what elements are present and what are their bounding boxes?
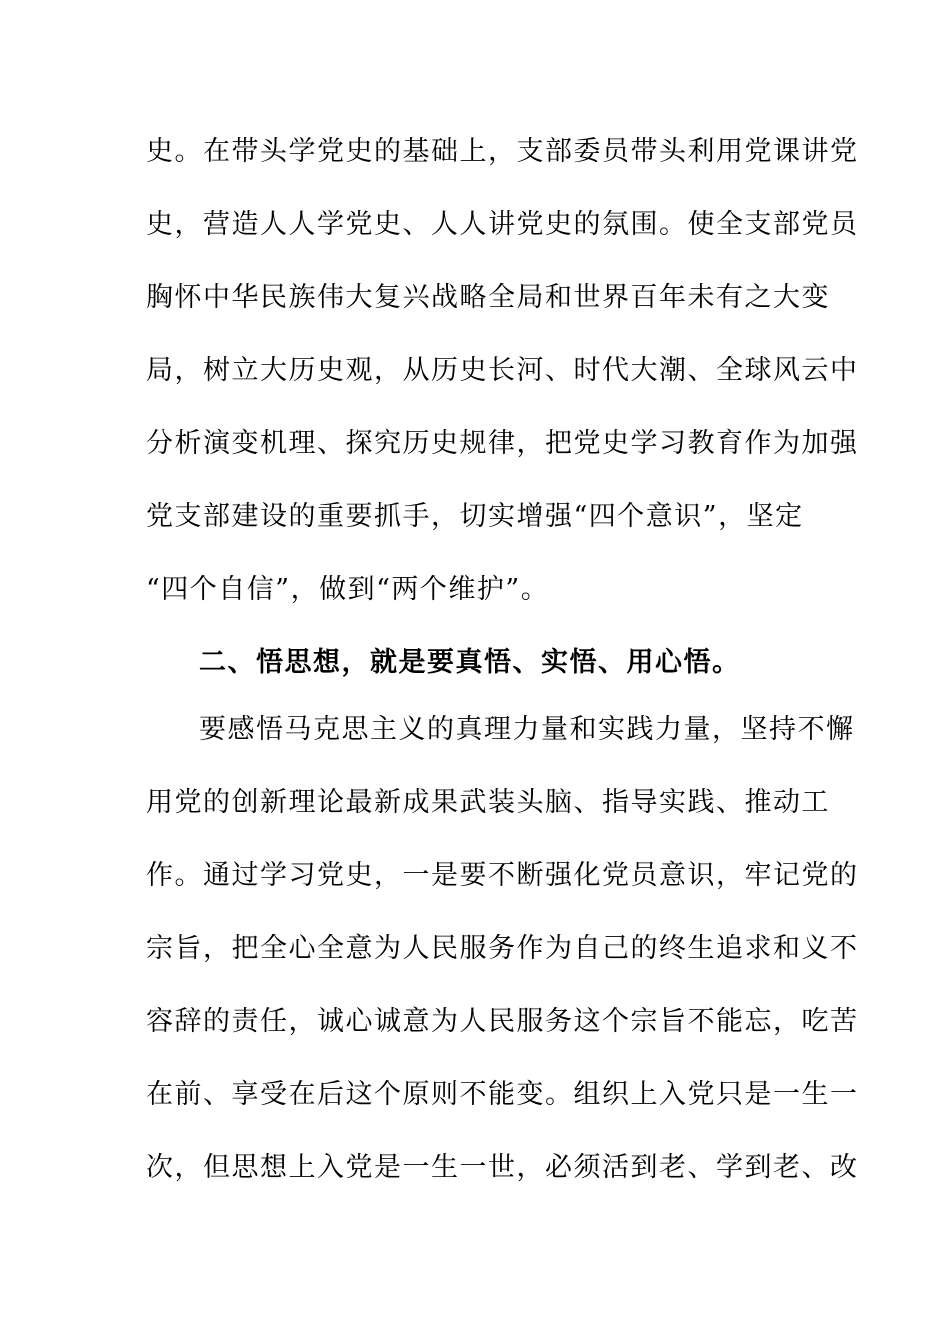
text-line: 史。在带头学党史的基础上，支部委员带头利用党课讲党 bbox=[146, 136, 859, 167]
text-line: 分析演变机理、探究历史规律，把党史学习教育作为加强 bbox=[146, 428, 859, 459]
section-heading: 二、悟思想，就是要真悟、实悟、用心悟。 bbox=[199, 647, 741, 678]
text-line: 次，但思想上入党是一生一世，必须活到老、学到老、改 bbox=[146, 1152, 859, 1183]
text-line: 容辞的责任，诚心诚意为人民服务这个宗旨不能忘，吃苦 bbox=[146, 1006, 859, 1037]
text-line: 宗旨，把全心全意为人民服务作为自己的终生追求和义不 bbox=[146, 933, 859, 964]
text-line: 党支部建设的重要抓手，切实增强“四个意识”，坚定 bbox=[146, 501, 804, 532]
text-line: 在前、享受在后这个原则不能变。组织上入党只是一生一 bbox=[146, 1079, 859, 1110]
text-line: 史，营造人人学党史、人人讲党史的氛围。使全支部党员 bbox=[146, 209, 859, 240]
text-line: 局，树立大历史观，从历史长河、时代大潮、全球风云中 bbox=[146, 355, 859, 386]
text-line: 要感悟马克思主义的真理力量和实践力量，坚持不懈 bbox=[199, 714, 855, 745]
text-line: 胸怀中华民族伟大复兴战略全局和世界百年未有之大变 bbox=[146, 282, 830, 313]
text-line: 作。通过学习党史，一是要不断强化党员意识，牢记党的 bbox=[146, 860, 859, 891]
text-line: “四个自信”，做到“两个维护”。 bbox=[146, 574, 550, 605]
text-line: 用党的创新理论最新成果武装头脑、指导实践、推动工 bbox=[146, 787, 830, 818]
